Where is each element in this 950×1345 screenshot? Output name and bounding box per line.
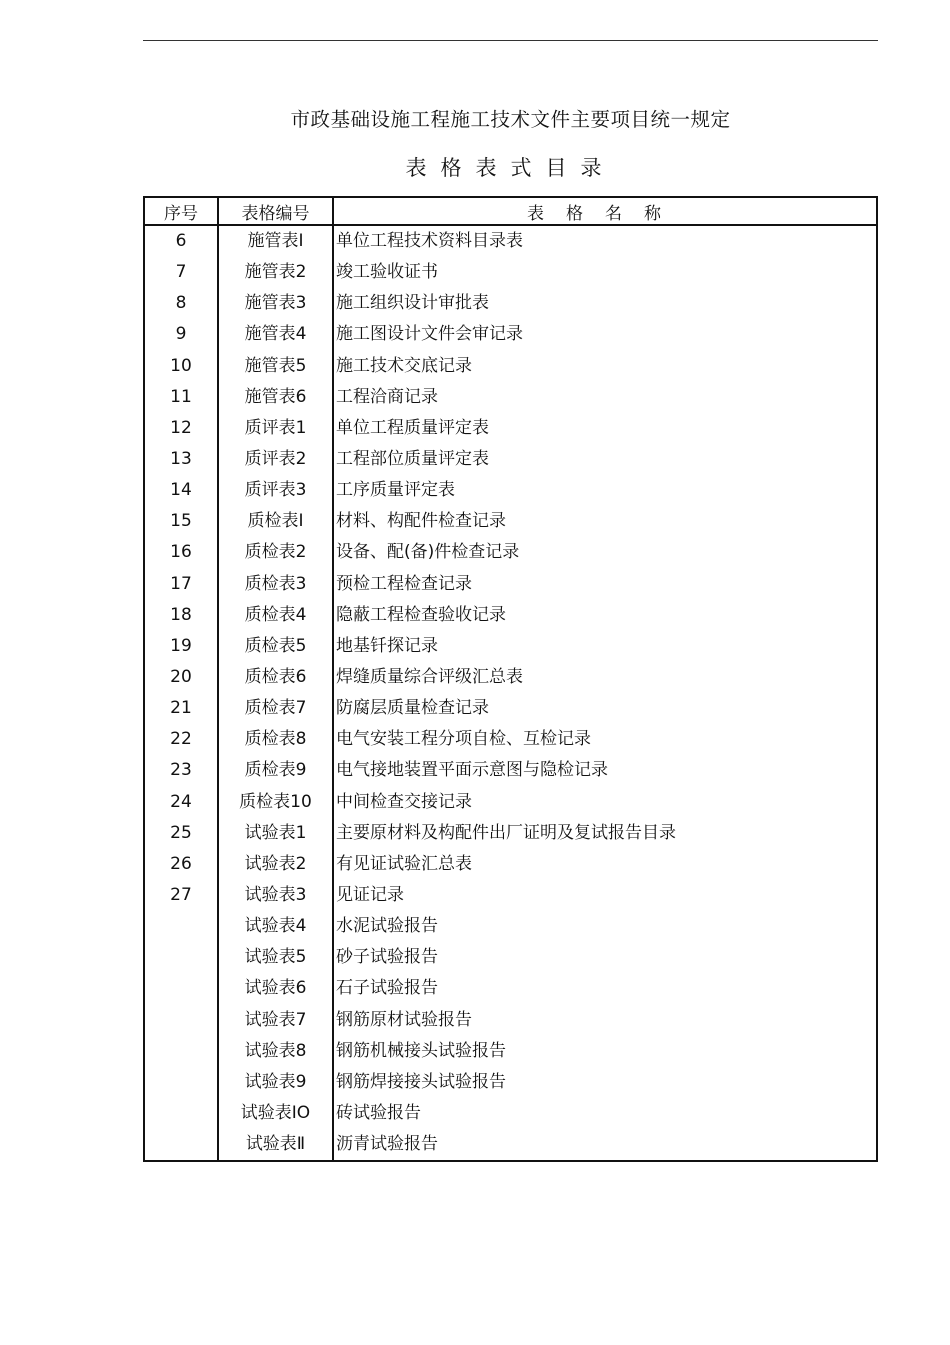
serial-number-cell: 13 (144, 444, 218, 475)
top-rule (143, 40, 878, 41)
table-row (144, 225, 877, 257)
serial-number-cell: 8 (144, 288, 218, 319)
table-row (144, 506, 877, 537)
table-row (144, 787, 877, 818)
form-name-cell: 施工组织设计审批表 (336, 293, 489, 314)
form-name-cell: 设备、配(备)件检查记录 (336, 542, 520, 563)
table-row (144, 319, 877, 350)
form-name-cell: 防腐层质量检查记录 (336, 698, 489, 719)
serial-number-cell: 20 (144, 662, 218, 693)
table-header-row (144, 197, 877, 225)
document-title: 市政基础设施工程施工技术文件主要项目统一规定 (290, 108, 731, 131)
form-code-cell: 试验表5 (218, 942, 333, 973)
serial-number-cell: 23 (144, 755, 218, 786)
form-code-cell: 质检表2 (218, 537, 333, 568)
table-row (144, 537, 877, 568)
form-name-cell: 单位工程质量评定表 (336, 417, 489, 438)
table-row (144, 724, 877, 755)
table-row (144, 849, 877, 880)
table-row (144, 351, 877, 382)
serial-number-cell: 12 (144, 413, 218, 444)
form-code-cell: 试验表IO (218, 1098, 333, 1129)
form-code-cell: 试验表8 (218, 1036, 333, 1067)
table-row (144, 382, 877, 413)
form-name-cell: 钢筋焊接接头试验报告 (336, 1071, 506, 1092)
form-name-cell: 石子试验报告 (336, 978, 438, 999)
serial-number-cell: 24 (144, 787, 218, 818)
form-code-cell: 质检表9 (218, 755, 333, 786)
form-name-cell: 工序质量评定表 (336, 480, 455, 501)
serial-number-cell: 18 (144, 600, 218, 631)
header-form-code: 表格编号 (218, 197, 333, 225)
table-row (144, 288, 877, 319)
table-row (144, 942, 877, 973)
serial-number-cell: 21 (144, 693, 218, 724)
table-body (144, 225, 877, 1161)
form-name-cell: 竣工验收证书 (336, 262, 438, 283)
serial-number-cell (144, 973, 218, 1004)
serial-number-cell (144, 1005, 218, 1036)
serial-number-cell: 25 (144, 818, 218, 849)
form-name-cell: 钢筋机械接头试验报告 (336, 1040, 506, 1061)
serial-number-cell: 10 (144, 351, 218, 382)
form-code-cell: 施管表2 (218, 257, 333, 288)
form-name-cell: 焊缝质量综合评级汇总表 (336, 667, 523, 688)
serial-number-cell (144, 942, 218, 973)
serial-number-cell (144, 911, 218, 942)
table-row (144, 1129, 877, 1161)
table-row (144, 444, 877, 475)
form-code-cell: 施管表Ⅰ (218, 225, 333, 257)
form-code-cell: 质检表5 (218, 631, 333, 662)
form-name-cell: 工程部位质量评定表 (336, 449, 489, 470)
serial-number-cell: 6 (144, 225, 218, 257)
form-name-cell: 隐蔽工程检查验收记录 (336, 604, 506, 625)
table-row (144, 1067, 877, 1098)
form-code-cell: 质检表6 (218, 662, 333, 693)
form-name-cell: 预检工程检查记录 (336, 573, 472, 594)
form-code-cell: 质评表1 (218, 413, 333, 444)
table-row (144, 413, 877, 444)
table-row (144, 600, 877, 631)
form-name-cell: 沥青试验报告 (336, 1134, 438, 1155)
serial-number-cell (144, 1129, 218, 1161)
serial-number-cell: 16 (144, 537, 218, 568)
form-code-cell: 质检表Ⅰ (218, 506, 333, 537)
form-catalog-table (143, 196, 878, 1162)
serial-number-cell: 14 (144, 475, 218, 506)
table-row (144, 662, 877, 693)
form-name-cell: 见证记录 (336, 885, 404, 906)
table-row (144, 1036, 877, 1067)
form-code-cell: 试验表1 (218, 818, 333, 849)
form-code-cell: 质检表3 (218, 569, 333, 600)
form-code-cell: 施管表4 (218, 319, 333, 350)
table-row (144, 755, 877, 786)
table-row (144, 693, 877, 724)
form-name-cell: 主要原材料及构配件出厂证明及复试报告目录 (336, 822, 676, 843)
form-code-cell: 质评表2 (218, 444, 333, 475)
form-name-cell: 施工图设计文件会审记录 (336, 324, 523, 345)
form-code-cell: 质检表10 (218, 787, 333, 818)
form-name-cell: 施工技术交底记录 (336, 355, 472, 376)
form-code-cell: 施管表6 (218, 382, 333, 413)
form-name-cell: 钢筋原材试验报告 (336, 1009, 472, 1030)
serial-number-cell: 17 (144, 569, 218, 600)
table-row (144, 569, 877, 600)
form-name-cell: 地基钎探记录 (336, 635, 438, 656)
serial-number-cell: 26 (144, 849, 218, 880)
table-row (144, 818, 877, 849)
form-name-cell: 砂子试验报告 (336, 947, 438, 968)
form-code-cell: 试验表9 (218, 1067, 333, 1098)
header-serial-number: 序号 (144, 197, 218, 225)
header-form-name: 表格名称 (333, 197, 877, 225)
form-code-cell: 质检表4 (218, 600, 333, 631)
form-code-cell: 质检表8 (218, 724, 333, 755)
serial-number-cell: 9 (144, 319, 218, 350)
form-name-cell: 有见证试验汇总表 (336, 853, 472, 874)
form-name-cell: 水泥试验报告 (336, 916, 438, 937)
serial-number-cell (144, 1098, 218, 1129)
form-code-cell: 试验表7 (218, 1005, 333, 1036)
table-row (144, 911, 877, 942)
form-name-cell: 工程洽商记录 (336, 386, 438, 407)
table-row (144, 1098, 877, 1129)
table-row (144, 257, 877, 288)
serial-number-cell: 19 (144, 631, 218, 662)
form-code-cell: 质检表7 (218, 693, 333, 724)
form-code-cell: 质评表3 (218, 475, 333, 506)
document-subtitle: 表格表式目录 (405, 156, 616, 180)
form-code-cell: 试验表4 (218, 911, 333, 942)
form-code-cell: 试验表Ⅱ (218, 1129, 333, 1161)
form-code-cell: 试验表2 (218, 849, 333, 880)
form-code-cell: 施管表5 (218, 351, 333, 382)
form-code-cell: 试验表6 (218, 973, 333, 1004)
serial-number-cell: 22 (144, 724, 218, 755)
form-name-cell: 材料、构配件检查记录 (336, 511, 506, 532)
serial-number-cell (144, 1036, 218, 1067)
serial-number-cell: 27 (144, 880, 218, 911)
serial-number-cell: 15 (144, 506, 218, 537)
serial-number-cell: 11 (144, 382, 218, 413)
serial-number-cell (144, 1067, 218, 1098)
form-name-cell: 电气安装工程分项自检、互检记录 (336, 729, 591, 750)
table-row (144, 880, 877, 911)
form-name-cell: 电气接地装置平面示意图与隐检记录 (336, 760, 608, 781)
table-row (144, 631, 877, 662)
form-code-cell: 施管表3 (218, 288, 333, 319)
form-code-cell: 试验表3 (218, 880, 333, 911)
table-row (144, 475, 877, 506)
form-name-cell: 单位工程技术资料目录表 (336, 231, 523, 252)
table-row (144, 973, 877, 1004)
form-name-cell: 中间检查交接记录 (336, 791, 472, 812)
form-name-cell: 砖试验报告 (336, 1103, 421, 1123)
serial-number-cell: 7 (144, 257, 218, 288)
table-row (144, 1005, 877, 1036)
